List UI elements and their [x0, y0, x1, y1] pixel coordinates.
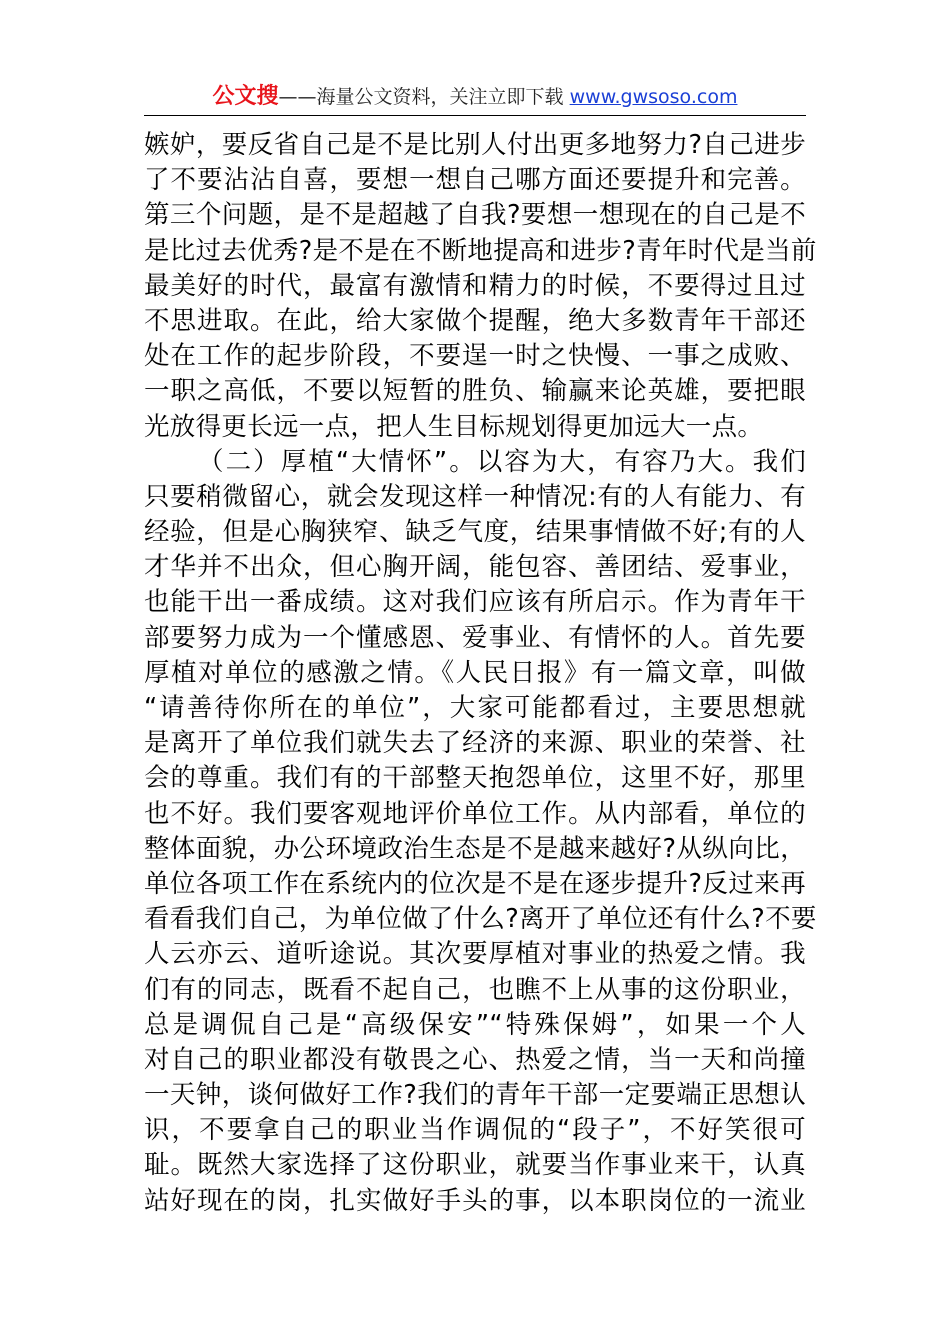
- header-divider: [144, 115, 806, 116]
- text-line: 一天钟，谈何做好工作?我们的青年干部一定要端正思想认: [144, 1080, 806, 1111]
- text-line: 会的尊重。我们有的干部整天抱怨单位，这里不好，那里: [144, 763, 806, 794]
- header-tagline: ——海量公文资料，关注立即下载: [278, 86, 564, 108]
- page-header: [144, 82, 806, 116]
- text-line: 耻。既然大家选择了这份职业，就要当作事业来干，认真: [144, 1150, 806, 1181]
- text-line: 最美好的时代，最富有激情和精力的时候，不要得过且过: [144, 270, 806, 301]
- text-line: 部要努力成为一个懂感恩、爱事业、有情怀的人。首先要: [144, 622, 806, 653]
- text-line: 了不要沾沾自喜，要想一想自己哪方面还要提升和完善。: [144, 165, 806, 196]
- text-line: 看看我们自己，为单位做了什么?离开了单位还有什么?不要: [144, 904, 817, 935]
- text-line: 不思进取。在此，给大家做个提醒，绝大多数青年干部还: [144, 305, 806, 336]
- text-line: “请善待你所在的单位”，大家可能都看过，主要思想就: [144, 693, 806, 723]
- text-line: 光放得更长远一点，把人生目标规划得更加远大一点。: [144, 411, 764, 442]
- text-line: 是比过去优秀?是不是在不断地提高和进步?青年时代是当前: [144, 235, 817, 266]
- text-line: 也不好。我们要客观地评价单位工作。从内部看，单位的: [144, 798, 806, 829]
- document-body: [144, 128, 817, 1219]
- text-line: 才华并不出众，但心胸开阔，能包容、善团结、爱事业，: [144, 552, 806, 583]
- text-line: 第三个问题，是不是超越了自我?要想一想现在的自己是不: [144, 200, 806, 231]
- text-line: 对自己的职业都没有敬畏之心、热爱之情，当一天和尚撞: [144, 1044, 806, 1075]
- text-line: 经验，但是心胸狭窄、缺乏气度，结果事情做不好;有的人: [144, 517, 806, 548]
- text-line: 一职之高低，不要以短暂的胜负、输赢来论英雄，要把眼: [144, 376, 806, 407]
- text-line: 是离开了单位我们就失去了经济的来源、职业的荣誉、社: [144, 728, 806, 759]
- text-line: 只要稍微留心，就会发现这样一种情况:有的人有能力、有: [144, 481, 806, 512]
- text-line: 站好现在的岗，扎实做好手头的事，以本职岗位的一流业: [144, 1185, 806, 1216]
- text-line: 们有的同志，既看不起自己，也瞧不上从事的这份职业，: [144, 974, 806, 1005]
- text-line: 厚植对单位的感激之情。《人民日报》有一篇文章，叫做: [144, 657, 806, 688]
- text-line: 整体面貌，办公环境政治生态是不是越来越好?从纵向比，: [144, 833, 806, 864]
- text-line: 总是调侃自己是“高级保安”“特殊保姆”，如果一个人: [144, 1009, 806, 1040]
- text-line: 单位各项工作在系统内的位次是不是在逐步提升?反过来再: [144, 868, 806, 899]
- website-link[interactable]: www.gwsoso.com: [569, 86, 738, 108]
- text-line: 人云亦云、道听途说。其次要厚植对事业的热爱之情。我: [144, 939, 806, 970]
- brand-name: 公文搜: [212, 84, 279, 109]
- text-line: 也能干出一番成绩。这对我们应该有所启示。作为青年干: [144, 587, 806, 618]
- text-line: 嫉妒，要反省自己是不是比别人付出更多地努力?自己进步: [144, 130, 806, 160]
- text-line: （二）厚植“大情怀”。以容为大，有容乃大。我们: [198, 446, 806, 477]
- text-line: 识，不要拿自己的职业当作调侃的“段子”，不好笑很可: [144, 1115, 806, 1146]
- text-line: 处在工作的起步阶段，不要逞一时之快慢、一事之成败、: [144, 341, 806, 372]
